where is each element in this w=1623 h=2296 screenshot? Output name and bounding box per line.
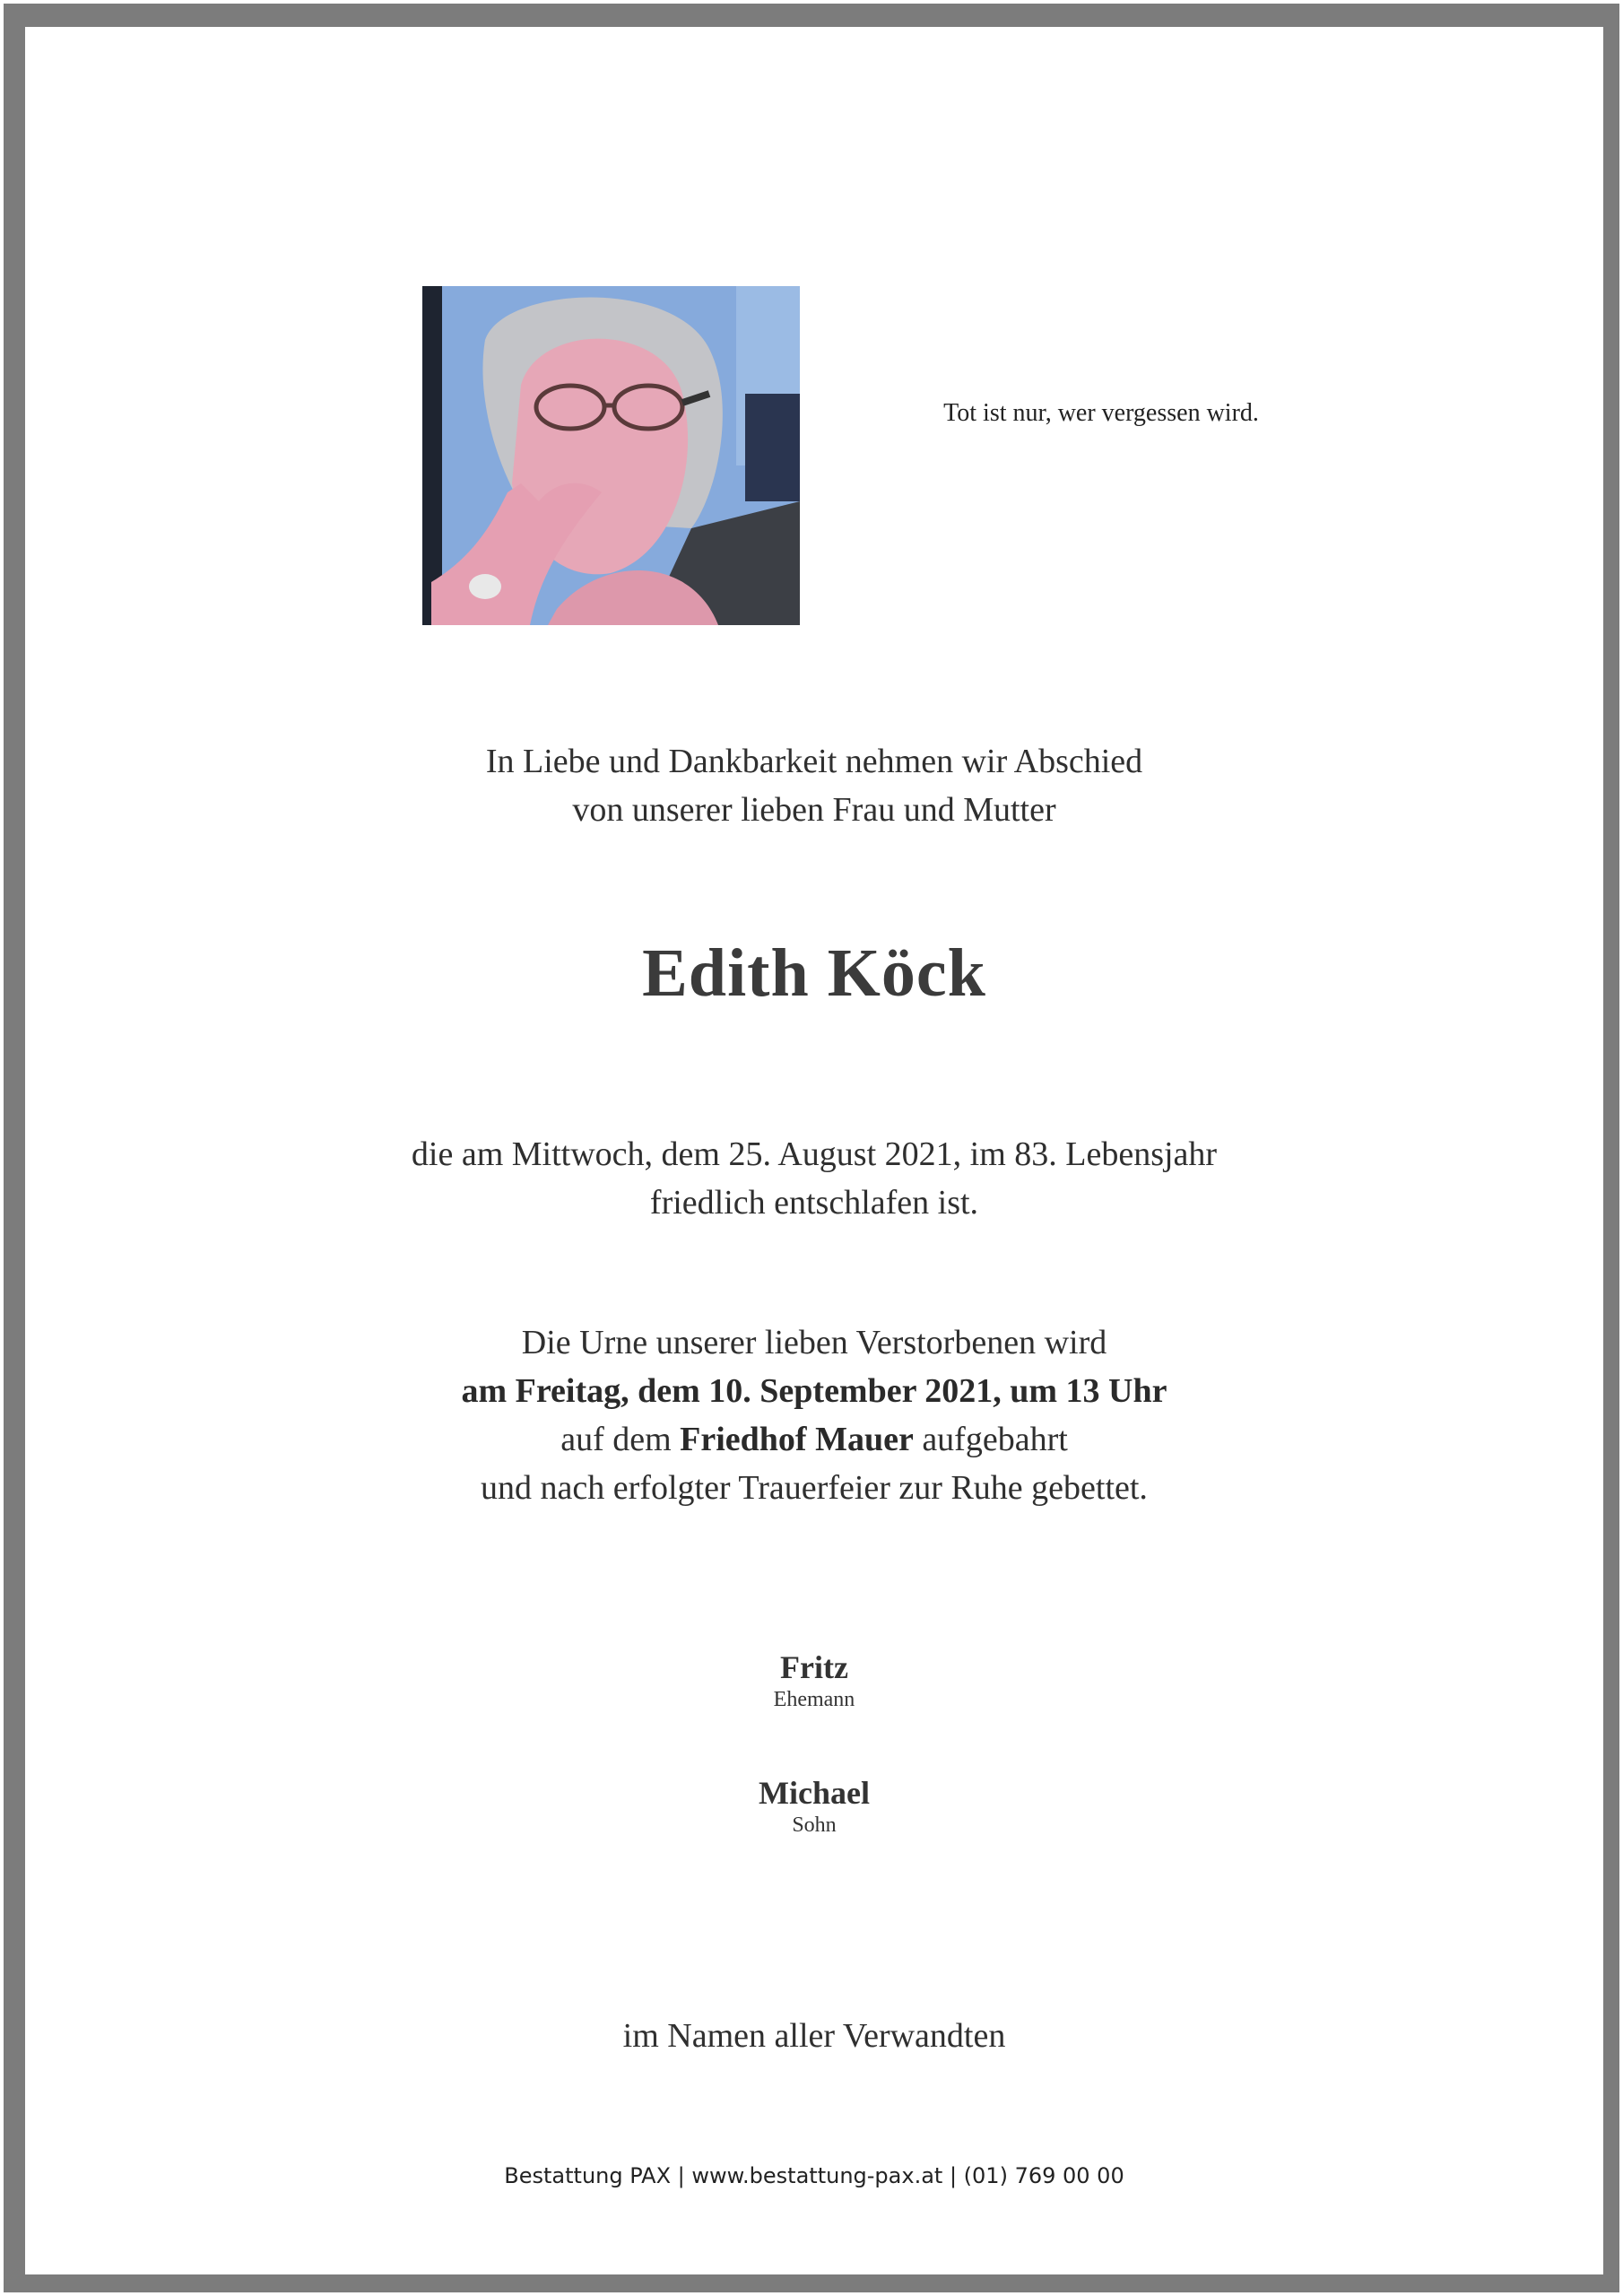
funeral-line: und nach erfolgter Trauerfeier zur Ruhe gebettet.	[481, 1469, 1148, 1507]
funeral-date-text: am Freitag, dem 10. September 2021, um 13 Uhr	[461, 1372, 1167, 1410]
death-line: friedlich entschlafen ist.	[649, 1184, 979, 1222]
motto-quote: Tot ist nur, wer vergessen wird.	[943, 399, 1259, 427]
mourner	[25, 1774, 1603, 1838]
death-line: die am Mittwoch, dem 25. August 2021, im 83. Lebensjahr	[411, 1135, 1218, 1173]
cemetery-name: Friedhof Mauer	[680, 1421, 914, 1458]
funeral-date	[25, 1367, 1603, 1415]
funeral-location	[25, 1415, 1603, 1464]
intro-text	[25, 737, 1603, 834]
deceased-name: Edith Köck	[642, 935, 986, 1011]
death-notice	[25, 1130, 1603, 1227]
mourner-role: Ehemann	[773, 1688, 855, 1711]
intro-line: In Liebe und Dankbarkeit nehmen wir Abschied	[485, 743, 1143, 780]
portrait-photo	[422, 286, 800, 625]
funeral-location-pre: auf dem	[560, 1421, 681, 1458]
mourner-name: Fritz	[780, 1649, 848, 1685]
footer-contact: Bestattung PAX | www.bestattung-pax.at | (01) 769 00 00	[504, 2163, 1124, 2188]
closing-text: im Namen aller Verwandten	[622, 2017, 1006, 2055]
mourner-name: Michael	[759, 1775, 870, 1811]
mourner-role: Sohn	[792, 1813, 837, 1837]
funeral-location-post: aufgebahrt	[913, 1421, 1068, 1458]
intro-line: von unserer lieben Frau und Mutter	[572, 791, 1056, 829]
portrait-image	[422, 286, 800, 625]
funeral-details	[25, 1318, 1603, 1512]
funeral-line: Die Urne unserer lieben Verstorbenen wird	[521, 1324, 1107, 1361]
obituary-page	[25, 27, 1603, 2274]
mourner	[25, 1648, 1603, 1712]
